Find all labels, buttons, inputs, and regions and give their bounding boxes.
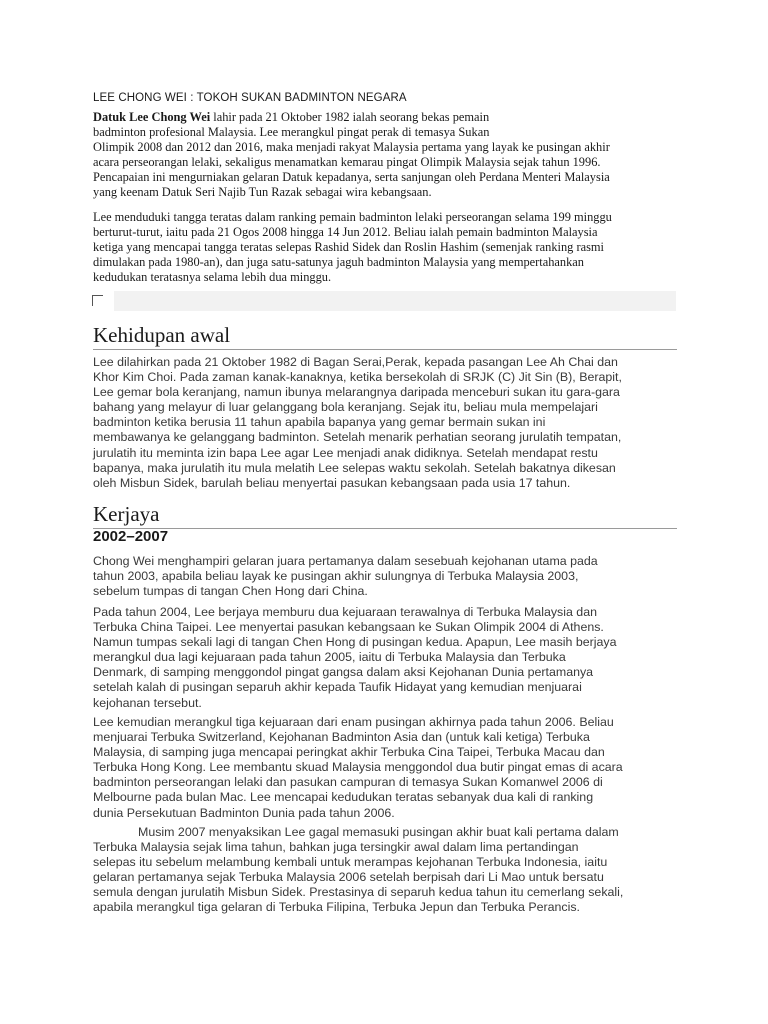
intro-line: Pencapaian ini mengurniakan gelaran Datuk kepadanya, serta sanjungan oleh Perdana Menteri Malaysia [93,170,610,184]
text-line: semula dengan jurulatih Misbun Sidek. Prestasinya di separuh kedua tahun itu cemerlang sekali, [93,885,624,900]
ranking-paragraph [93,210,677,285]
text-line: selepas itu sebelum melambung kembali untuk merampas kejohanan Terbuka Indonesia, iaitu [93,855,608,870]
subheading-2002-2007: 2002–2007 [93,528,169,545]
text-line: bahang yang melayur di luar gelanggang bola keranjang. Sejak itu, beliau mula mempelajari [93,400,598,415]
text-line: Terbuka Malaysia sejak lima tahun, bahkan juga tersingkir awal dalam lima pertandingan [93,840,579,855]
text-line: merangkul dua lagi kejuaraan pada tahun 2005, iaitu di Terbuka Malaysia dan Terbuka [93,650,566,665]
ranking-line: berturut-turut, iaitu pada 21 Ogos 2008 hingga 14 Jun 2012. Beliau ialah pemain badminton Malaysia [93,225,598,239]
career-paragraph-1 [93,554,677,599]
ranking-line: dimulakan pada 1980-an), dan juga satu-satunya jaguh badminton Malaysia yang mempertahankan [93,255,585,269]
text-line: dunia Persekutuan Badminton Dunia pada tahun 2006. [93,805,395,820]
text-line: apabila merangkul tiga gelaran di Terbuka Filipina, Terbuka Jepun dan Terbuka Perancis. [93,900,580,915]
text-line: Terbuka Hong Kong. Lee membantu skuad Malaysia menggondol dua butir pingat emas di acara [93,760,623,775]
ranking-line: kedudukan teratasnya selama lebih dua minggu. [93,270,332,284]
text-line: Malaysia, di samping juga mencapai peringkat akhir Terbuka Cina Taipei, Terbuka Macau dan [93,745,605,760]
heading-career: Kerjaya [93,502,677,529]
text-line: tahun 2003, apabila beliau layak ke pusingan akhir sulungnya di Terbuka Malaysia 2003, [93,569,579,584]
early-life-paragraph [93,355,677,491]
heading-early-life: Kehidupan awal [93,323,677,350]
career-paragraph-2 [93,605,677,711]
career-paragraph-3 [93,715,677,821]
text-line: Lee gemar bola keranjang, namun ibunya melarangnya daripada menceburi sukan itu gara-gara [93,385,620,400]
toc-corner-icon [92,295,103,306]
text-line: bapanya, maka jurulatih itu mula melatih Lee selepas waktu sekolah. Setelah bakatnya dikesan [93,460,616,475]
text-line: badminton perseorangan lelaki dan pasukan campuran di temasya Sukan Komanwel 2006 di [93,775,603,790]
text-line: Khor Kim Choi. Pada zaman kanak-kanaknya, ketika bersekolah di SRJK (C) Jit Sin (B), Berapit, [93,370,622,385]
text-line: Denmark, di samping menggondol pingat gangsa dalam aksi Kejohanan Dunia pertamanya [93,665,594,680]
intro-line: acara perseorangan lelaki, sekaligus menamatkan kemarau pingat Olimpik Malaysia sejak tahun 1996. [93,155,601,169]
text-line: Lee kemudian merangkul tiga kejuaraan dari enam pusingan akhirnya pada tahun 2006. Beliau [93,715,614,729]
text-line: oleh Misbun Sidek, barulah beliau menyertai pasukan kebangsaan pada usia 17 tahun. [93,475,571,490]
text-line: setelah kalah di pusingan separuh akhir kepada Taufik Hidayat yang kemudian menjuarai [93,680,582,695]
text-line: Pada tahun 2004, Lee berjaya memburu dua kejuaraan terawalnya di Terbuka Malaysia dan [93,605,597,619]
ranking-line: ketiga yang mencapai tangga teratas selepas Rashid Sidek dan Roslin Hashim (semenjak ranking rasmi [93,240,604,254]
intro-paragraph [93,110,677,200]
ranking-line: Lee menduduki tangga teratas dalam ranking pemain badminton lelaki perseorangan selama 199 minggu [93,210,612,224]
text-line: gelaran pertamanya sejak Terbuka Malaysia 2006 setelah berpisah dari Li Mao untuk bersatu [93,870,604,885]
intro-line: yang keenam Datuk Seri Najib Tun Razak sebagai wira kebangsaan. [93,185,432,199]
document-title: LEE CHONG WEI : TOKOH SUKAN BADMINTON NEGARA [93,92,407,104]
text-line: Musim 2007 menyaksikan Lee gagal memasuki pusingan akhir buat kali pertama dalam [138,825,619,839]
text-line: jurulatih itu meminta izin bapa Lee agar Lee menjadi anak didiknya. Setelah mendapat restu [93,445,598,460]
text-line: kejohanan tersebut. [93,695,202,710]
intro-line: Datuk Lee Chong Wei lahir pada 21 Oktober 1982 ialah seorang bekas pemain [93,110,490,124]
text-line: badminton ketika berusia 11 tahun apabila bapanya yang gemar bermain sukan ini [93,415,546,430]
toc-placeholder[interactable] [92,291,676,311]
intro-line: badminton profesional Malaysia. Lee merangkul pingat perak di temasya Sukan [93,125,490,139]
text-line: menjuarai Terbuka Switzerland, Kejohanan Badminton Asia dan (untuk kali ketiga) Terbuka [93,730,590,745]
subject-name: Datuk Lee Chong Wei [93,110,211,124]
text-line: Terbuka China Taipei. Lee menyertai pasukan kebangsaan ke Sukan Olimpik 2004 di Athens. [93,620,604,635]
career-paragraph-4 [93,825,677,916]
text-line: Chong Wei menghampiri gelaran juara pertamanya dalam sesebuah kejohanan utama pada [93,554,598,568]
text-line: Melbourne pada bulan Mac. Lee mencapai kedudukan teratas sebanyak dua kali di ranking [93,790,594,805]
text-line: membawanya ke gelanggang badminton. Setelah menarik perhatian seorang jurulatih tempatan, [93,430,622,445]
text-line: Lee dilahirkan pada 21 Oktober 1982 di Bagan Serai,Perak, kepada pasangan Lee Ah Chai dan [93,355,618,369]
toc-field-shade [114,291,676,311]
intro-line: Olimpik 2008 dan 2012 dan 2016, maka menjadi rakyat Malaysia pertama yang layak ke pusingan akhir [93,140,610,154]
text-line: sebelum tumpas di tangan Chen Hong dari China. [93,584,368,599]
text-line: Namun tumpas sekali lagi di tangan Chen Hong di pusingan kedua. Apapun, Lee masih berjaya [93,635,617,650]
